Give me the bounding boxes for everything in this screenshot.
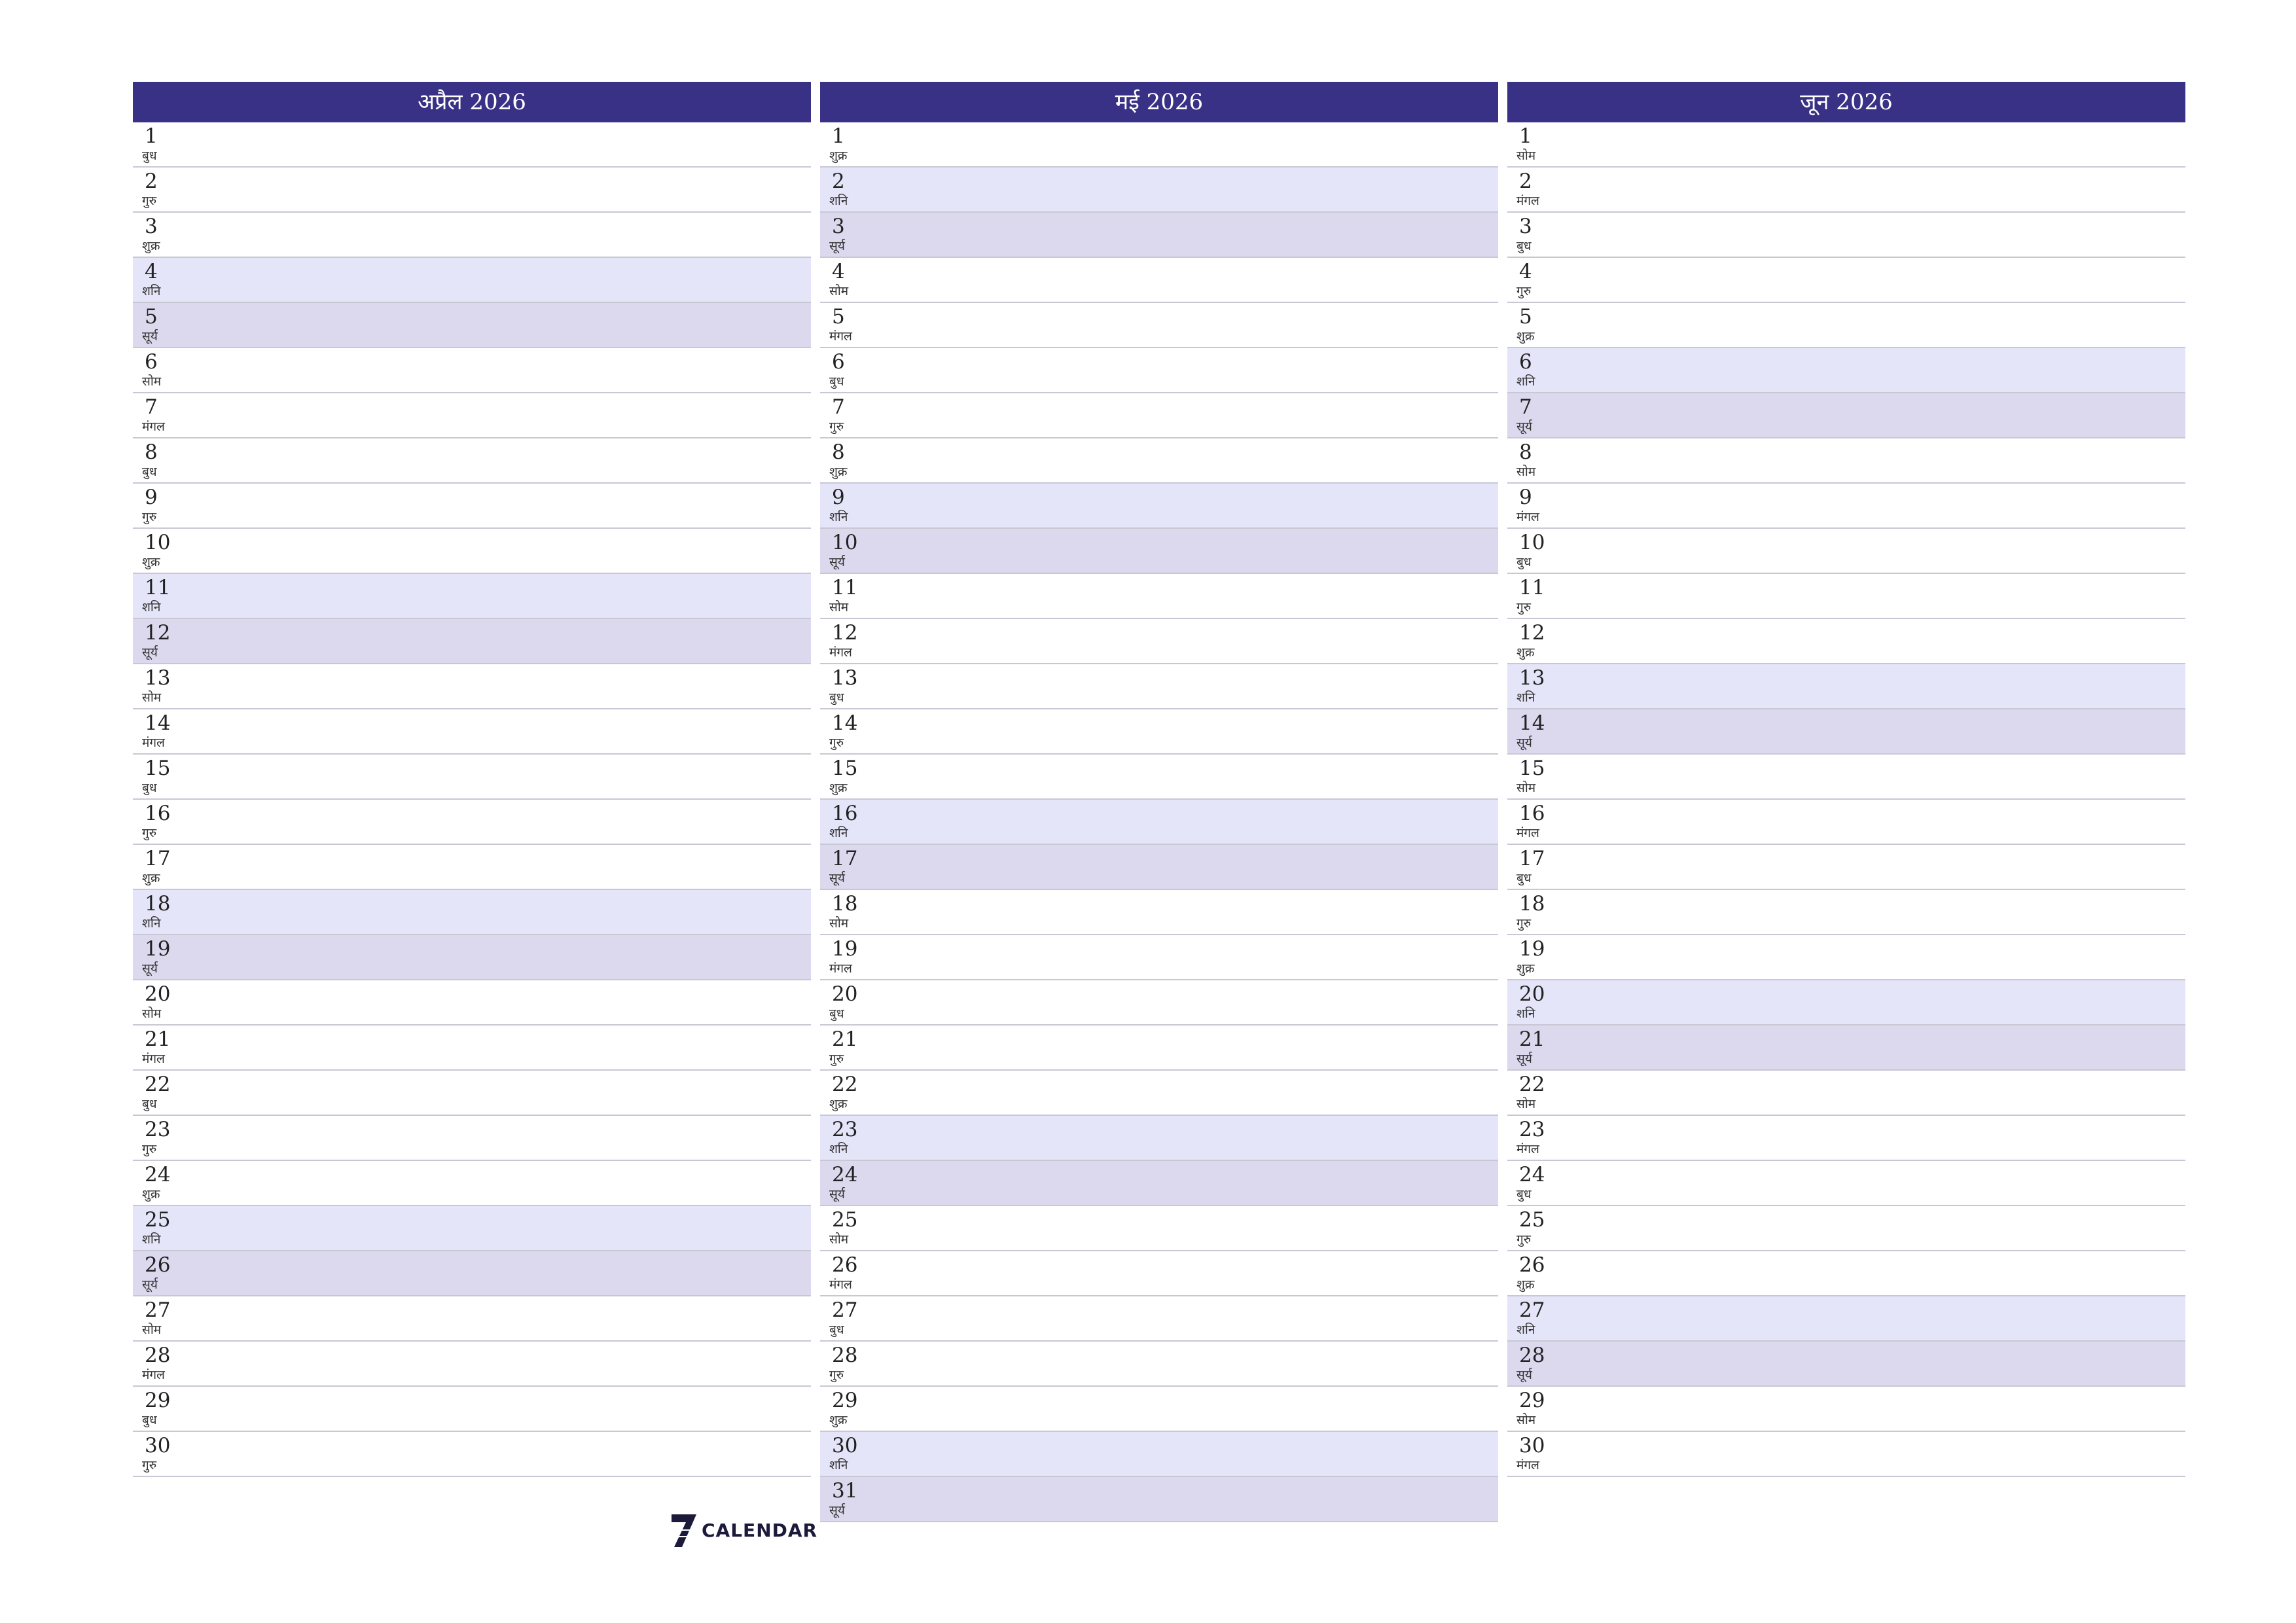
day-number: 10: [832, 531, 858, 554]
day-row: [820, 168, 1498, 213]
day-number: 25: [832, 1208, 858, 1232]
day-list: [1507, 122, 2185, 1477]
day-number: 11: [1519, 576, 1545, 599]
day-row: [133, 980, 811, 1026]
day-row: [1507, 1206, 2185, 1251]
day-row: [1507, 529, 2185, 574]
weekday-name: गुरु: [142, 826, 157, 840]
weekday-name: सोम: [1516, 465, 1536, 479]
day-number: 28: [1519, 1344, 1545, 1367]
day-row: [1507, 935, 2185, 980]
weekday-name: सोम: [829, 916, 849, 931]
weekday-name: गुरु: [829, 1368, 844, 1382]
weekday-name: बुध: [1516, 239, 1532, 253]
day-number: 1: [832, 124, 845, 148]
day-row: [133, 619, 811, 664]
day-row: [1507, 664, 2185, 709]
day-number: 31: [832, 1479, 858, 1503]
day-row: [820, 258, 1498, 303]
weekday-name: बुध: [1516, 555, 1532, 569]
day-row: [133, 709, 811, 755]
weekday-name: सोम: [142, 1007, 162, 1021]
day-row: [1507, 484, 2185, 529]
day-number: 21: [1519, 1027, 1545, 1051]
weekday-name: शुक्र: [1516, 645, 1535, 660]
day-number: 13: [832, 666, 858, 690]
weekday-name: शनि: [142, 600, 161, 615]
day-row: [820, 845, 1498, 890]
day-row: [133, 438, 811, 484]
day-row: [1507, 1071, 2185, 1116]
month-title: मई 2026: [820, 82, 1498, 122]
day-number: 5: [1519, 305, 1532, 329]
day-number: 16: [145, 802, 171, 825]
day-number: 29: [145, 1389, 171, 1412]
weekday-name: सोम: [1516, 1097, 1536, 1111]
weekday-name: सोम: [829, 1232, 849, 1247]
day-number: 30: [145, 1434, 171, 1457]
day-row: [820, 1296, 1498, 1342]
day-row: [133, 935, 811, 980]
day-number: 21: [145, 1027, 171, 1051]
day-row: [820, 1477, 1498, 1522]
logo-text: CALENDAR: [702, 1519, 818, 1541]
day-row: [820, 664, 1498, 709]
day-number: 9: [832, 486, 845, 509]
day-number: 7: [1519, 395, 1532, 419]
day-row: [820, 890, 1498, 935]
weekday-name: बुध: [142, 149, 157, 163]
day-number: 12: [145, 621, 171, 645]
day-number: 23: [832, 1118, 858, 1141]
weekday-name: सोम: [1516, 781, 1536, 795]
weekday-name: सूर्य: [829, 555, 845, 569]
weekday-name: शुक्र: [829, 149, 848, 163]
month-june: [1507, 82, 2185, 1477]
day-number: 7: [832, 395, 845, 419]
weekday-name: सोम: [142, 374, 162, 389]
day-row: [820, 1432, 1498, 1477]
day-number: 27: [1519, 1298, 1545, 1322]
day-number: 12: [1519, 621, 1545, 645]
day-number: 8: [1519, 440, 1532, 464]
day-number: 13: [1519, 666, 1545, 690]
weekday-name: बुध: [142, 465, 157, 479]
day-number: 18: [145, 892, 171, 916]
day-row: [1507, 1432, 2185, 1477]
day-row: [133, 348, 811, 393]
day-row: [1507, 1026, 2185, 1071]
weekday-name: मंगल: [142, 1052, 165, 1066]
weekday-name: मंगल: [829, 645, 852, 660]
month-title: अप्रैल 2026: [133, 82, 811, 122]
day-row: [133, 1342, 811, 1387]
day-row: [133, 168, 811, 213]
day-row: [133, 574, 811, 619]
day-row: [1507, 709, 2185, 755]
weekday-name: शुक्र: [1516, 329, 1535, 344]
weekday-name: गुरु: [1516, 1232, 1532, 1247]
day-row: [133, 1206, 811, 1251]
weekday-name: मंगल: [1516, 1458, 1539, 1472]
weekday-name: मंगल: [1516, 826, 1539, 840]
weekday-name: शुक्र: [829, 1097, 848, 1111]
weekday-name: मंगल: [142, 736, 165, 750]
day-row: [820, 935, 1498, 980]
day-number: 29: [1519, 1389, 1545, 1412]
day-row: [1507, 438, 2185, 484]
weekday-name: मंगल: [142, 1368, 165, 1382]
seven-logo-icon: [669, 1512, 699, 1548]
weekday-name: सूर्य: [1516, 419, 1532, 434]
day-number: 14: [832, 711, 858, 735]
day-row: [820, 709, 1498, 755]
day-row: [133, 1071, 811, 1116]
day-number: 17: [832, 847, 858, 870]
day-row: [133, 845, 811, 890]
day-number: 29: [832, 1389, 858, 1412]
day-row: [1507, 303, 2185, 348]
day-number: 27: [832, 1298, 858, 1322]
brand-logo: [669, 1512, 817, 1548]
weekday-name: बुध: [142, 1097, 157, 1111]
day-row: [820, 1387, 1498, 1432]
day-number: 4: [145, 260, 158, 283]
day-row: [820, 1342, 1498, 1387]
day-row: [820, 755, 1498, 800]
day-row: [133, 258, 811, 303]
day-row: [1507, 755, 2185, 800]
weekday-name: शुक्र: [829, 781, 848, 795]
day-row: [1507, 1296, 2185, 1342]
day-row: [1507, 393, 2185, 438]
day-row: [133, 393, 811, 438]
weekday-name: शुक्र: [1516, 961, 1535, 976]
weekday-name: सूर्य: [1516, 1052, 1532, 1066]
day-number: 4: [1519, 260, 1532, 283]
weekday-name: सोम: [1516, 149, 1536, 163]
day-number: 3: [145, 215, 158, 238]
day-number: 4: [832, 260, 845, 283]
day-number: 23: [1519, 1118, 1545, 1141]
day-row: [1507, 122, 2185, 168]
day-row: [1507, 1116, 2185, 1161]
day-row: [820, 438, 1498, 484]
day-number: 6: [832, 350, 845, 374]
weekday-name: गुरु: [829, 736, 844, 750]
weekday-name: सूर्य: [1516, 736, 1532, 750]
day-number: 8: [832, 440, 845, 464]
day-row: [820, 393, 1498, 438]
day-row: [133, 890, 811, 935]
day-number: 9: [1519, 486, 1532, 509]
day-number: 18: [832, 892, 858, 916]
weekday-name: शनि: [1516, 374, 1535, 389]
day-row: [133, 800, 811, 845]
weekday-name: गुरु: [1516, 284, 1532, 298]
day-number: 18: [1519, 892, 1545, 916]
day-number: 3: [832, 215, 845, 238]
day-row: [820, 1206, 1498, 1251]
weekday-name: सूर्य: [829, 871, 845, 885]
day-number: 21: [832, 1027, 858, 1051]
weekday-name: बुध: [142, 1413, 157, 1427]
weekday-name: सोम: [1516, 1413, 1536, 1427]
day-row: [820, 1251, 1498, 1296]
weekday-name: सूर्य: [142, 329, 158, 344]
day-row: [133, 1251, 811, 1296]
day-number: 30: [1519, 1434, 1545, 1457]
month-april: [133, 82, 811, 1477]
weekday-name: शुक्र: [142, 871, 160, 885]
day-number: 16: [832, 802, 858, 825]
day-row: [1507, 574, 2185, 619]
day-number: 26: [145, 1253, 171, 1277]
weekday-name: शनि: [829, 510, 848, 524]
day-number: 6: [1519, 350, 1532, 374]
day-row: [820, 980, 1498, 1026]
day-row: [820, 1071, 1498, 1116]
weekday-name: गुरु: [1516, 600, 1532, 615]
day-number: 13: [145, 666, 171, 690]
weekday-name: बुध: [829, 690, 844, 705]
weekday-name: मंगल: [1516, 1142, 1539, 1156]
weekday-name: सूर्य: [829, 239, 845, 253]
weekday-name: मंगल: [1516, 194, 1539, 208]
day-row: [133, 1432, 811, 1477]
day-row: [820, 484, 1498, 529]
calendar-months: [133, 82, 2185, 1554]
day-number: 2: [145, 169, 158, 193]
day-number: 15: [832, 757, 858, 780]
weekday-name: शनि: [142, 1232, 161, 1247]
day-number: 28: [832, 1344, 858, 1367]
weekday-name: बुध: [829, 1007, 844, 1021]
day-row: [820, 1116, 1498, 1161]
weekday-name: गुरु: [1516, 916, 1532, 931]
day-number: 19: [1519, 937, 1545, 961]
day-list: [133, 122, 811, 1477]
day-row: [1507, 348, 2185, 393]
day-number: 1: [145, 124, 158, 148]
day-row: [820, 529, 1498, 574]
day-row: [133, 664, 811, 709]
month-may: [820, 82, 1498, 1522]
day-number: 15: [1519, 757, 1545, 780]
day-number: 1: [1519, 124, 1532, 148]
day-number: 10: [1519, 531, 1545, 554]
day-number: 9: [145, 486, 158, 509]
day-number: 26: [1519, 1253, 1545, 1277]
day-number: 24: [145, 1163, 171, 1186]
weekday-name: सूर्य: [142, 645, 158, 660]
day-row: [133, 1026, 811, 1071]
weekday-name: शनि: [142, 916, 161, 931]
weekday-name: सूर्य: [1516, 1368, 1532, 1382]
day-row: [820, 348, 1498, 393]
weekday-name: सूर्य: [829, 1187, 845, 1202]
day-number: 2: [832, 169, 845, 193]
weekday-name: शनि: [829, 194, 848, 208]
day-row: [820, 122, 1498, 168]
day-number: 20: [145, 982, 171, 1006]
weekday-name: शुक्र: [829, 465, 848, 479]
day-row: [133, 122, 811, 168]
day-row: [820, 619, 1498, 664]
day-number: 27: [145, 1298, 171, 1322]
day-row: [1507, 845, 2185, 890]
day-number: 25: [145, 1208, 171, 1232]
day-number: 14: [145, 711, 171, 735]
day-row: [1507, 980, 2185, 1026]
day-row: [133, 213, 811, 258]
day-row: [1507, 168, 2185, 213]
weekday-name: शनि: [829, 1142, 848, 1156]
day-number: 28: [145, 1344, 171, 1367]
weekday-name: शनि: [829, 826, 848, 840]
day-number: 11: [145, 576, 171, 599]
weekday-name: मंगल: [829, 1277, 852, 1292]
day-number: 30: [832, 1434, 858, 1457]
day-number: 12: [832, 621, 858, 645]
weekday-name: मंगल: [829, 329, 852, 344]
day-row: [1507, 1387, 2185, 1432]
day-row: [1507, 890, 2185, 935]
weekday-name: बुध: [1516, 1187, 1532, 1202]
weekday-name: शुक्र: [142, 239, 160, 253]
day-row: [1507, 213, 2185, 258]
weekday-name: गुरु: [142, 194, 157, 208]
day-number: 7: [145, 395, 158, 419]
day-row: [820, 574, 1498, 619]
day-row: [133, 529, 811, 574]
day-number: 20: [1519, 982, 1545, 1006]
weekday-name: सोम: [142, 690, 162, 705]
day-row: [1507, 258, 2185, 303]
weekday-name: शुक्र: [142, 555, 160, 569]
day-number: 26: [832, 1253, 858, 1277]
day-number: 8: [145, 440, 158, 464]
weekday-name: शनि: [1516, 690, 1535, 705]
weekday-name: सूर्य: [142, 961, 158, 976]
weekday-name: गुरु: [829, 419, 844, 434]
day-number: 11: [832, 576, 858, 599]
weekday-name: गुरु: [829, 1052, 844, 1066]
day-row: [133, 1116, 811, 1161]
day-row: [820, 303, 1498, 348]
day-number: 19: [145, 937, 171, 961]
day-number: 24: [832, 1163, 858, 1186]
day-row: [820, 1161, 1498, 1206]
weekday-name: शुक्र: [142, 1187, 160, 1202]
day-number: 17: [1519, 847, 1545, 870]
day-number: 17: [145, 847, 171, 870]
weekday-name: सूर्य: [829, 1503, 845, 1518]
day-number: 25: [1519, 1208, 1545, 1232]
day-number: 2: [1519, 169, 1532, 193]
day-number: 23: [145, 1118, 171, 1141]
weekday-name: सोम: [142, 1323, 162, 1337]
day-number: 16: [1519, 802, 1545, 825]
day-list: [820, 122, 1498, 1522]
day-row: [1507, 1251, 2185, 1296]
weekday-name: मंगल: [829, 961, 852, 976]
weekday-name: सोम: [829, 600, 849, 615]
day-number: 22: [1519, 1073, 1545, 1096]
day-row: [1507, 1161, 2185, 1206]
weekday-name: शनि: [1516, 1007, 1535, 1021]
day-number: 5: [145, 305, 158, 329]
day-number: 3: [1519, 215, 1532, 238]
day-row: [133, 755, 811, 800]
day-number: 6: [145, 350, 158, 374]
weekday-name: मंगल: [1516, 510, 1539, 524]
day-row: [820, 1026, 1498, 1071]
weekday-name: शुक्र: [829, 1413, 848, 1427]
weekday-name: सूर्य: [142, 1277, 158, 1292]
day-row: [1507, 800, 2185, 845]
day-number: 10: [145, 531, 171, 554]
weekday-name: बुध: [1516, 871, 1532, 885]
day-number: 22: [832, 1073, 858, 1096]
day-row: [133, 484, 811, 529]
weekday-name: शनि: [1516, 1323, 1535, 1337]
weekday-name: शनि: [829, 1458, 848, 1472]
weekday-name: सोम: [829, 284, 849, 298]
day-row: [820, 800, 1498, 845]
day-number: 22: [145, 1073, 171, 1096]
day-number: 20: [832, 982, 858, 1006]
weekday-name: शुक्र: [1516, 1277, 1535, 1292]
day-row: [1507, 1342, 2185, 1387]
month-title: जून 2026: [1507, 82, 2185, 122]
weekday-name: शनि: [142, 284, 161, 298]
weekday-name: मंगल: [142, 419, 165, 434]
weekday-name: बुध: [142, 781, 157, 795]
weekday-name: बुध: [829, 374, 844, 389]
day-number: 15: [145, 757, 171, 780]
day-row: [1507, 619, 2185, 664]
day-row: [133, 1387, 811, 1432]
day-row: [820, 213, 1498, 258]
weekday-name: बुध: [829, 1323, 844, 1337]
day-row: [133, 1296, 811, 1342]
day-row: [133, 1161, 811, 1206]
weekday-name: गुरु: [142, 510, 157, 524]
weekday-name: गुरु: [142, 1142, 157, 1156]
day-number: 24: [1519, 1163, 1545, 1186]
day-number: 5: [832, 305, 845, 329]
day-row: [133, 303, 811, 348]
weekday-name: गुरु: [142, 1458, 157, 1472]
day-number: 19: [832, 937, 858, 961]
day-number: 14: [1519, 711, 1545, 735]
